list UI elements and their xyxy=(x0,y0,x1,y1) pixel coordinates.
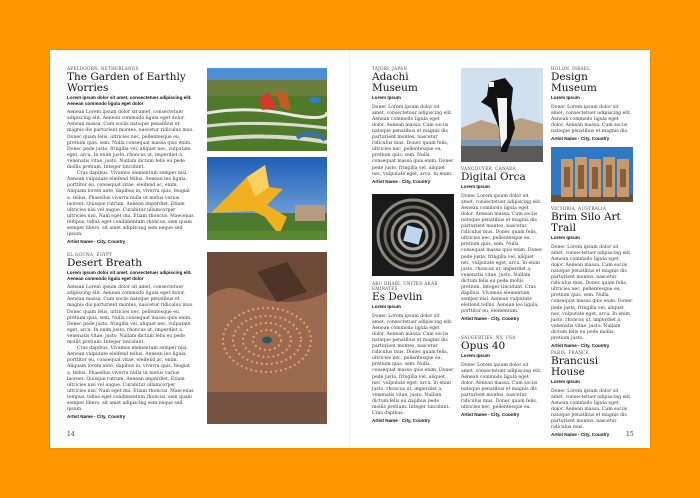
article-artist-credit: Artist Name - City, Country xyxy=(67,414,126,420)
article xyxy=(551,206,633,348)
article-subtitle: Lorem Ipsum xyxy=(372,95,401,100)
article-artist-credit: Artist Name - City, Country xyxy=(461,412,520,418)
article-title: Opus 40 xyxy=(461,340,506,352)
article-body xyxy=(372,105,454,178)
photo-desert-spiral xyxy=(207,252,327,424)
article-subtitle: Lorem Ipsum xyxy=(461,353,490,358)
article-subtitle: Lorem Ipsum xyxy=(461,184,490,189)
article-location: ABU DHABI, UNITED ARAB EMIRATES xyxy=(372,281,438,291)
article-location: VANCOUVER, CANADA xyxy=(461,166,517,171)
article-title: Digital Orca xyxy=(461,171,526,183)
article-title: Adachi Museum xyxy=(372,71,418,94)
article-subtitle: Lorem Ipsum xyxy=(551,235,580,240)
article-title: The Garden of Earthly Worries xyxy=(67,71,186,94)
article xyxy=(67,252,195,419)
photo-garden-sculpture xyxy=(207,68,327,151)
article-paragraph: Donec Lorem ipsum dolor sit amet, consectetuer adipiscing elit. Aenean commodo ligula eget dolor. Aenean massa. Cum sociis natoque penatibus et magnis dis parturient montes, nascetur ridiculus mus. Donec quam felis, ultricies nec, pellentesque eu, pretium quis, sem. Nulla consequat massa quis enim. Donec pede justo, fringilla vel, aliquet nec, vulputate eget, arcu. In enim justo, rhoncus ut, imperdiet a, venenatis vitae, justo. Nullam dictum felis eu pede mollis pretium justo. xyxy=(551,244,633,341)
article-body xyxy=(372,314,454,418)
article-subtitle: Lorem Ipsum xyxy=(551,95,580,100)
article-subtitle: Lorem ipsum dolor sit amet, consectetuer adipiscing elit. Aenean commodo ligula eget dolor xyxy=(67,95,192,106)
article-location: HOLON, ISRAEL xyxy=(551,66,591,71)
article-body xyxy=(67,110,195,238)
article-title: Desert Breath xyxy=(67,257,143,269)
article-paragraph: Donec Lorem ipsum dolor sit amet, consectetuer adipiscing elit. Aenean commodo ligula eget dolor. Aenean massa. Cum sociis natoque penatibus et magnis dis. xyxy=(551,104,632,134)
article-body xyxy=(551,389,633,432)
article-title: Design Museum xyxy=(551,71,597,94)
photo-digital-orca xyxy=(461,68,543,162)
page-fold xyxy=(349,50,351,448)
article-paragraph: Donec Lorem ipsum dolor sit amet, consectetuer adipiscing elit. Aenean commodo ligula eget dolor. Aenean massa. Cum sociis natoque penatibus et magnis dis parturient montes, nascetur ridiculus mus. xyxy=(551,388,632,431)
photo-yellow-sculpture xyxy=(207,157,327,240)
article-paragraph: Donec Lorem ipsum dolor sit amet, consectetuer adipiscing elit. Aenean commodo ligula eget dolor. Aenean massa. Cum sociis natoque penatibus et magnis dis parturient montes, nascetur ridiculus mus. Donec quam felis, ultricies nec, pellentesque eu, pretium quis, sem. Nulla consequat massa quis enim. Donec pede justo, fringilla vel, aliquet nec, vulputate eget, arcu. In enim justo, rhoncus ut, imperdiet a, venenatis vitae, justo. Nullam dictum felis eu pede mollis pretium. Integer tincidunt. Cras dapibus. Vivamus elementum semper nisi. Aenean vulputate eleifend tellus. Aenean leo ligula, porttitor eu, elementum. xyxy=(461,193,543,315)
article-artist-credit: Artist Name - City, Country xyxy=(67,239,126,245)
article-paragraph: Cras dapibus. Vivamus elementum semper nisi. Aenean vulputate eleifend tellus. Aenean leo ligula, porttitor eu, consequat vitae, eleifend ac, enim. Aliquam lorem ante, dapibus in, viverra quis, feugiat a, tellus. Phasellus viverra nulla ut metus varius laoreet. Quisque rutrum. Aenean imperdiet. Etiam ultricies nisi vel augue. Curabitur ullamcorper ultricies nisi. Nam eget dui. Etiam rhoncus. Maecenas tempus, tellus eget condimentum rhoncus, sem quam semper libero, sit amet adipiscing sem neque sed ipsum. xyxy=(67,171,194,238)
article-artist-credit: Artist Name - City, Country xyxy=(372,178,431,184)
article-paragraph: Donec Lorem ipsum dolor sit amet, consectetuer adipiscing elit. Aenean commodo ligula eget dolor. Aenean massa. Cum sociis natoque penatibus et magnis dis parturient montes, nascetur ridiculus mus. Donec quam felis, ultricies nec, pellentesque eu, pretium quis, sem. Nulla consequat massa quis enim. Donec pede justo, fringilla vel, aliquet nec, vulputate eget, arcu. In enim. xyxy=(372,104,454,177)
photo-silo-art xyxy=(551,147,633,202)
article-body xyxy=(461,194,543,316)
article-body xyxy=(551,105,633,135)
article-subtitle: Lorem Ipsum xyxy=(372,304,401,309)
article-title: Es Devlin xyxy=(372,291,423,303)
article xyxy=(372,66,454,184)
article-subtitle: Lorem Ipsum xyxy=(551,379,580,384)
page-number-left: 14 xyxy=(67,431,75,438)
article xyxy=(551,350,633,437)
article-location: APELDOORN, NETHERLANDS xyxy=(67,66,139,71)
article xyxy=(461,166,543,321)
article xyxy=(461,335,543,417)
article-location: SAUGERTIES, NY, USA xyxy=(461,335,516,340)
article-location: TAJORI, JAPAN xyxy=(372,66,408,71)
article-paragraph: Cras dapibus. Vivamus elementum semper nisi. Aenean vulputate eleifend tellus. Aenean leo ligula, porttitor eu, consequat vitae, eleifend ac, enim. Aliquam lorem ante, dapibus in, viverra quis, feugiat a, tellus. Phasellus viverra nulla ut metus varius laoreet. Quisque rutrum. Aenean imperdiet. Etiam ultricies nisi vel augue. Curabitur ullamcorper ultricies nisi. Nam eget dui. Etiam rhoncus. Maecenas tempus, tellus eget condimentum rhoncus, sem quam semper libero, sit amet adipiscing sem neque sed ipsum. xyxy=(67,346,194,413)
article-paragraph: Donec Lorem ipsum dolor sit amet, consectetuer adipiscing elit. Aenean commodo ligula eget dolor. Aenean massa. Cum sociis natoque penatibus et magnis dis parturient montes, nascetur ridiculus mus. Donec quam felis, ultricies nec, pellentesque eu, pretium quis, sem. Nulla consequat massa quis enim. Donec pede justo, fringilla vel, aliquet nec, vulputate eget, arcu. In enim justo, rhoncus ut, imperdiet a, venenatis vitae, justo. Nullam dictum felis eu dapibus pede mollis pretium. Integer tincidunt. Cras dapibus. xyxy=(372,313,454,417)
article-paragraph: Aenean Lorem ipsum dolor sit amet, consectetuer adipiscing elit. Aenean commodo ligula eget dolor. Aenean massa. Cum sociis natoque penatibus et magnis dis parturient montes, nascetur ridiculus mus. Donec quam felis, ultricies nec, pellentesque eu, pretium quis, sem. Nulla consequat massa quis enim. Donec pede justo, fringilla vel, aliquet nec, vulputate eget, arcu. In enim justo, rhoncus ut, imperdiet a, venenatis vitae, justo. Nullam dictum felis eu pede mollis pretium. Integer tincidunt. xyxy=(67,110,194,171)
article-title: Brancusi House xyxy=(551,355,599,378)
article-body xyxy=(551,245,633,343)
article-artist-credit: Artist Name - City, Country xyxy=(461,316,520,322)
article-artist-credit: Artist Name - City, Country xyxy=(372,418,431,424)
article-subtitle: Lorem ipsum dolor sit amet, consectetuer adipiscing elit. Aenean commodo ligula eget dolor xyxy=(67,270,192,281)
article xyxy=(372,281,454,423)
article-artist-credit: Artist Name - City, Country xyxy=(551,136,610,142)
article-location: EL GOUNA, EGYPT xyxy=(67,252,113,257)
article-paragraph: Donec Lorem ipsum dolor sit amet, consectetuer adipiscing elit. Aenean commodo ligula eget dolor. Aenean massa. Cum sociis natoque penatibus et magnis dis parturient montes, nascetur ridiculus mus. Donec quam felis, ultricies nec, pellentesque eu. xyxy=(461,362,542,411)
article-artist-credit: Artist Name - City, Country xyxy=(551,343,610,349)
page-number-right: 15 xyxy=(626,431,634,438)
article-title: Brim Silo Art Trail xyxy=(551,211,621,234)
article xyxy=(67,66,195,244)
article xyxy=(551,66,633,141)
article-location: VICTORIA, AUSTRALIA xyxy=(551,206,607,211)
article-body xyxy=(461,363,543,412)
article-artist-credit: Artist Name - City, Country xyxy=(551,432,610,438)
article-paragraph: Aenean Lorem ipsum dolor sit amet, consectetuer adipiscing elit. Aenean commodo ligula eget dolor. Aenean massa. Cum sociis natoque penatibus et magnis dis parturient montes, nascetur ridiculus mus. Donec quam felis, ultricies nec, pellentesque eu, pretium quis, sem. Nulla consequat massa quis enim. Donec pede justo, fringilla vel, aliquet nec, vulputate eget, arcu. In enim justo, rhoncus ut, imperdiet a, venenatis vitae, justo. Nullam dictum felis eu pede mollis pretium. Integer tincidunt. xyxy=(67,285,194,346)
article-location: PARIS, FRANCE xyxy=(551,350,589,355)
article-body xyxy=(67,285,195,413)
photo-es-devlin xyxy=(372,194,454,276)
